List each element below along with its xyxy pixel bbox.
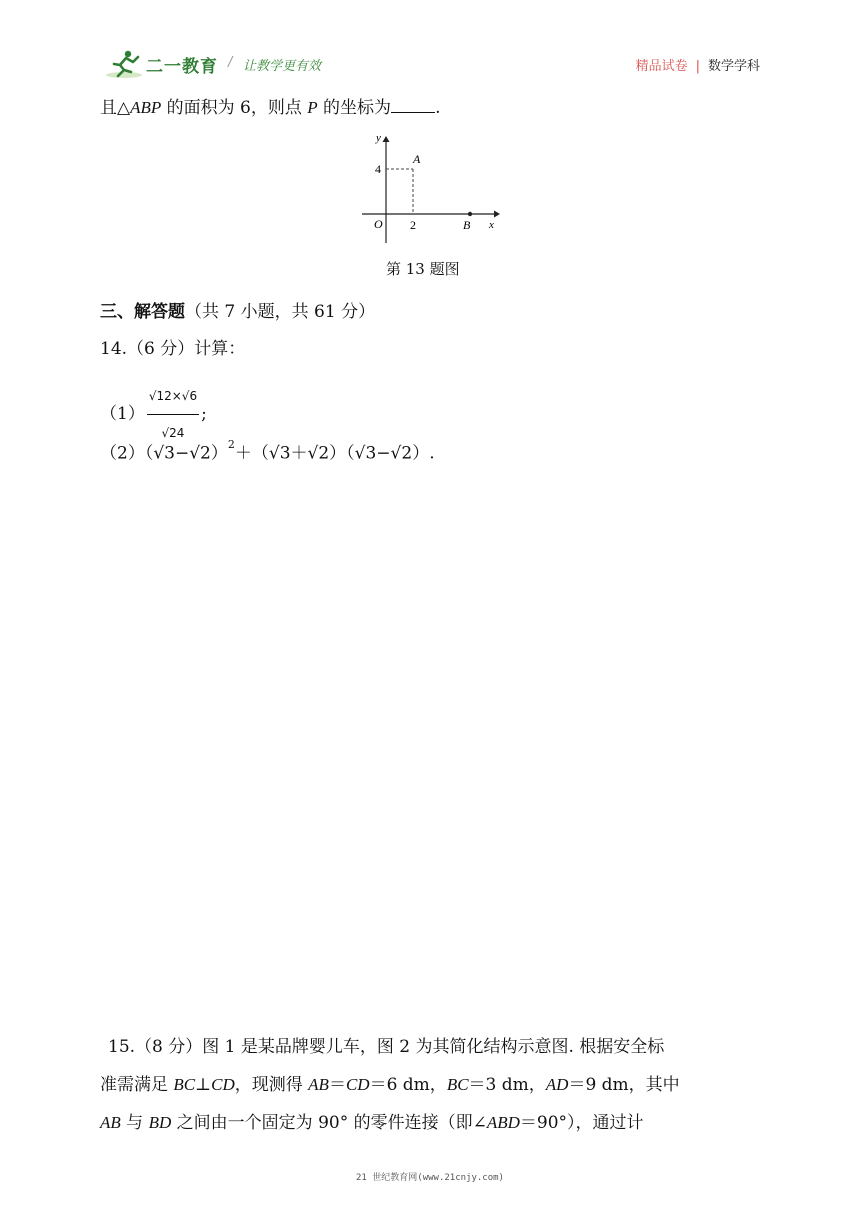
header-right: [636, 55, 760, 74]
q15-l2-b: BC: [173, 1075, 196, 1094]
q13-mid: 的面积为 6，则点: [161, 98, 308, 118]
figure-caption: 第 13 题图: [386, 260, 460, 278]
section-title: 三、解答题: [100, 302, 185, 322]
x-axis-arrow: [494, 211, 500, 218]
q15-l2-l: AD: [545, 1075, 569, 1094]
q15-l2-j: BC: [446, 1075, 469, 1094]
q15-l2-c: ⊥: [195, 1075, 212, 1095]
fraction-numerator: √12×√6: [147, 378, 199, 415]
q15-l3-b: 与: [120, 1113, 149, 1133]
page-footer: 21 世纪教育网(www.21cnjy.com): [356, 1173, 504, 1183]
brand-name: 二一教育: [146, 57, 218, 77]
q14-part2-rest: ＋（√3＋√2）（√3−√2）.: [234, 443, 435, 464]
q15-l2-g: ＝: [328, 1075, 346, 1095]
q13-line: [100, 96, 440, 119]
q14-part2-exponent: 2: [227, 438, 235, 451]
q15-l2-d: CD: [211, 1075, 235, 1094]
q13-triangle: ABP: [130, 98, 162, 117]
x-axis-label: x: [489, 219, 494, 231]
q15-l2-h: CD: [345, 1075, 370, 1094]
q15-l2-k: ＝3 dm，: [468, 1075, 546, 1095]
q15-l3-e: ABD: [486, 1113, 520, 1132]
header-tag: 精品试卷: [635, 59, 688, 74]
point-b-label: B: [463, 218, 471, 232]
brand-slogan: 让教学更有效: [243, 59, 322, 74]
y-tick-label: 4: [375, 162, 381, 176]
section-note: （共 7 小题，共 61 分）: [185, 302, 376, 322]
page-header: [0, 0, 860, 80]
point-a-label: A: [413, 152, 421, 166]
q13-end: .: [435, 98, 441, 118]
q14-stem: 14.（6 分）计算：: [100, 339, 246, 359]
coordinate-figure: [360, 130, 500, 245]
q15-l3-f: ＝90°），通过计: [519, 1113, 644, 1133]
q15-line-1: 15.（8 分）图 1 是某品牌婴儿车，图 2 为其简化结构示意图. 根据安全标: [108, 1037, 665, 1057]
q14-part2-main: （2）（√3−√2）: [100, 443, 228, 464]
q14-part1-label: （1）: [100, 404, 145, 424]
header-separator: |: [695, 59, 700, 74]
q15-l2-m: ＝9 dm，其中: [568, 1075, 680, 1095]
q15-l2-f: AB: [308, 1075, 329, 1094]
q13-suffix: 的坐标为: [317, 98, 392, 118]
origin-label: O: [374, 217, 383, 231]
y-axis-arrow: [383, 136, 390, 142]
point-b-dot: [468, 212, 472, 216]
q15-l3-c: BD: [148, 1113, 172, 1132]
header-subject: 数学学科: [707, 59, 760, 74]
x-tick-label: 2: [410, 218, 416, 232]
answer-blank: [391, 96, 435, 113]
y-axis-label: y: [376, 132, 381, 144]
fraction-denominator: √24: [161, 426, 185, 440]
q15-l2-i: ＝6 dm，: [369, 1075, 447, 1095]
header-slash: /: [228, 55, 233, 70]
section-heading: [100, 297, 375, 322]
runner-logo-icon: [104, 48, 144, 80]
q15-line-2: [100, 1074, 680, 1096]
q13-prefix: 且△: [100, 98, 131, 118]
q14-part1-end: ;: [201, 404, 207, 424]
q13-point: P: [307, 98, 318, 117]
q14-part2: [100, 438, 435, 465]
q15-l2-e: ，现测得: [234, 1075, 309, 1095]
q15-line-3: [100, 1112, 644, 1134]
q15-l3-a: AB: [100, 1113, 121, 1132]
q15-l2-a: 准需满足: [100, 1075, 174, 1095]
q15-l3-d: 之间由一个固定为 90° 的零件连接（即∠: [171, 1113, 487, 1133]
